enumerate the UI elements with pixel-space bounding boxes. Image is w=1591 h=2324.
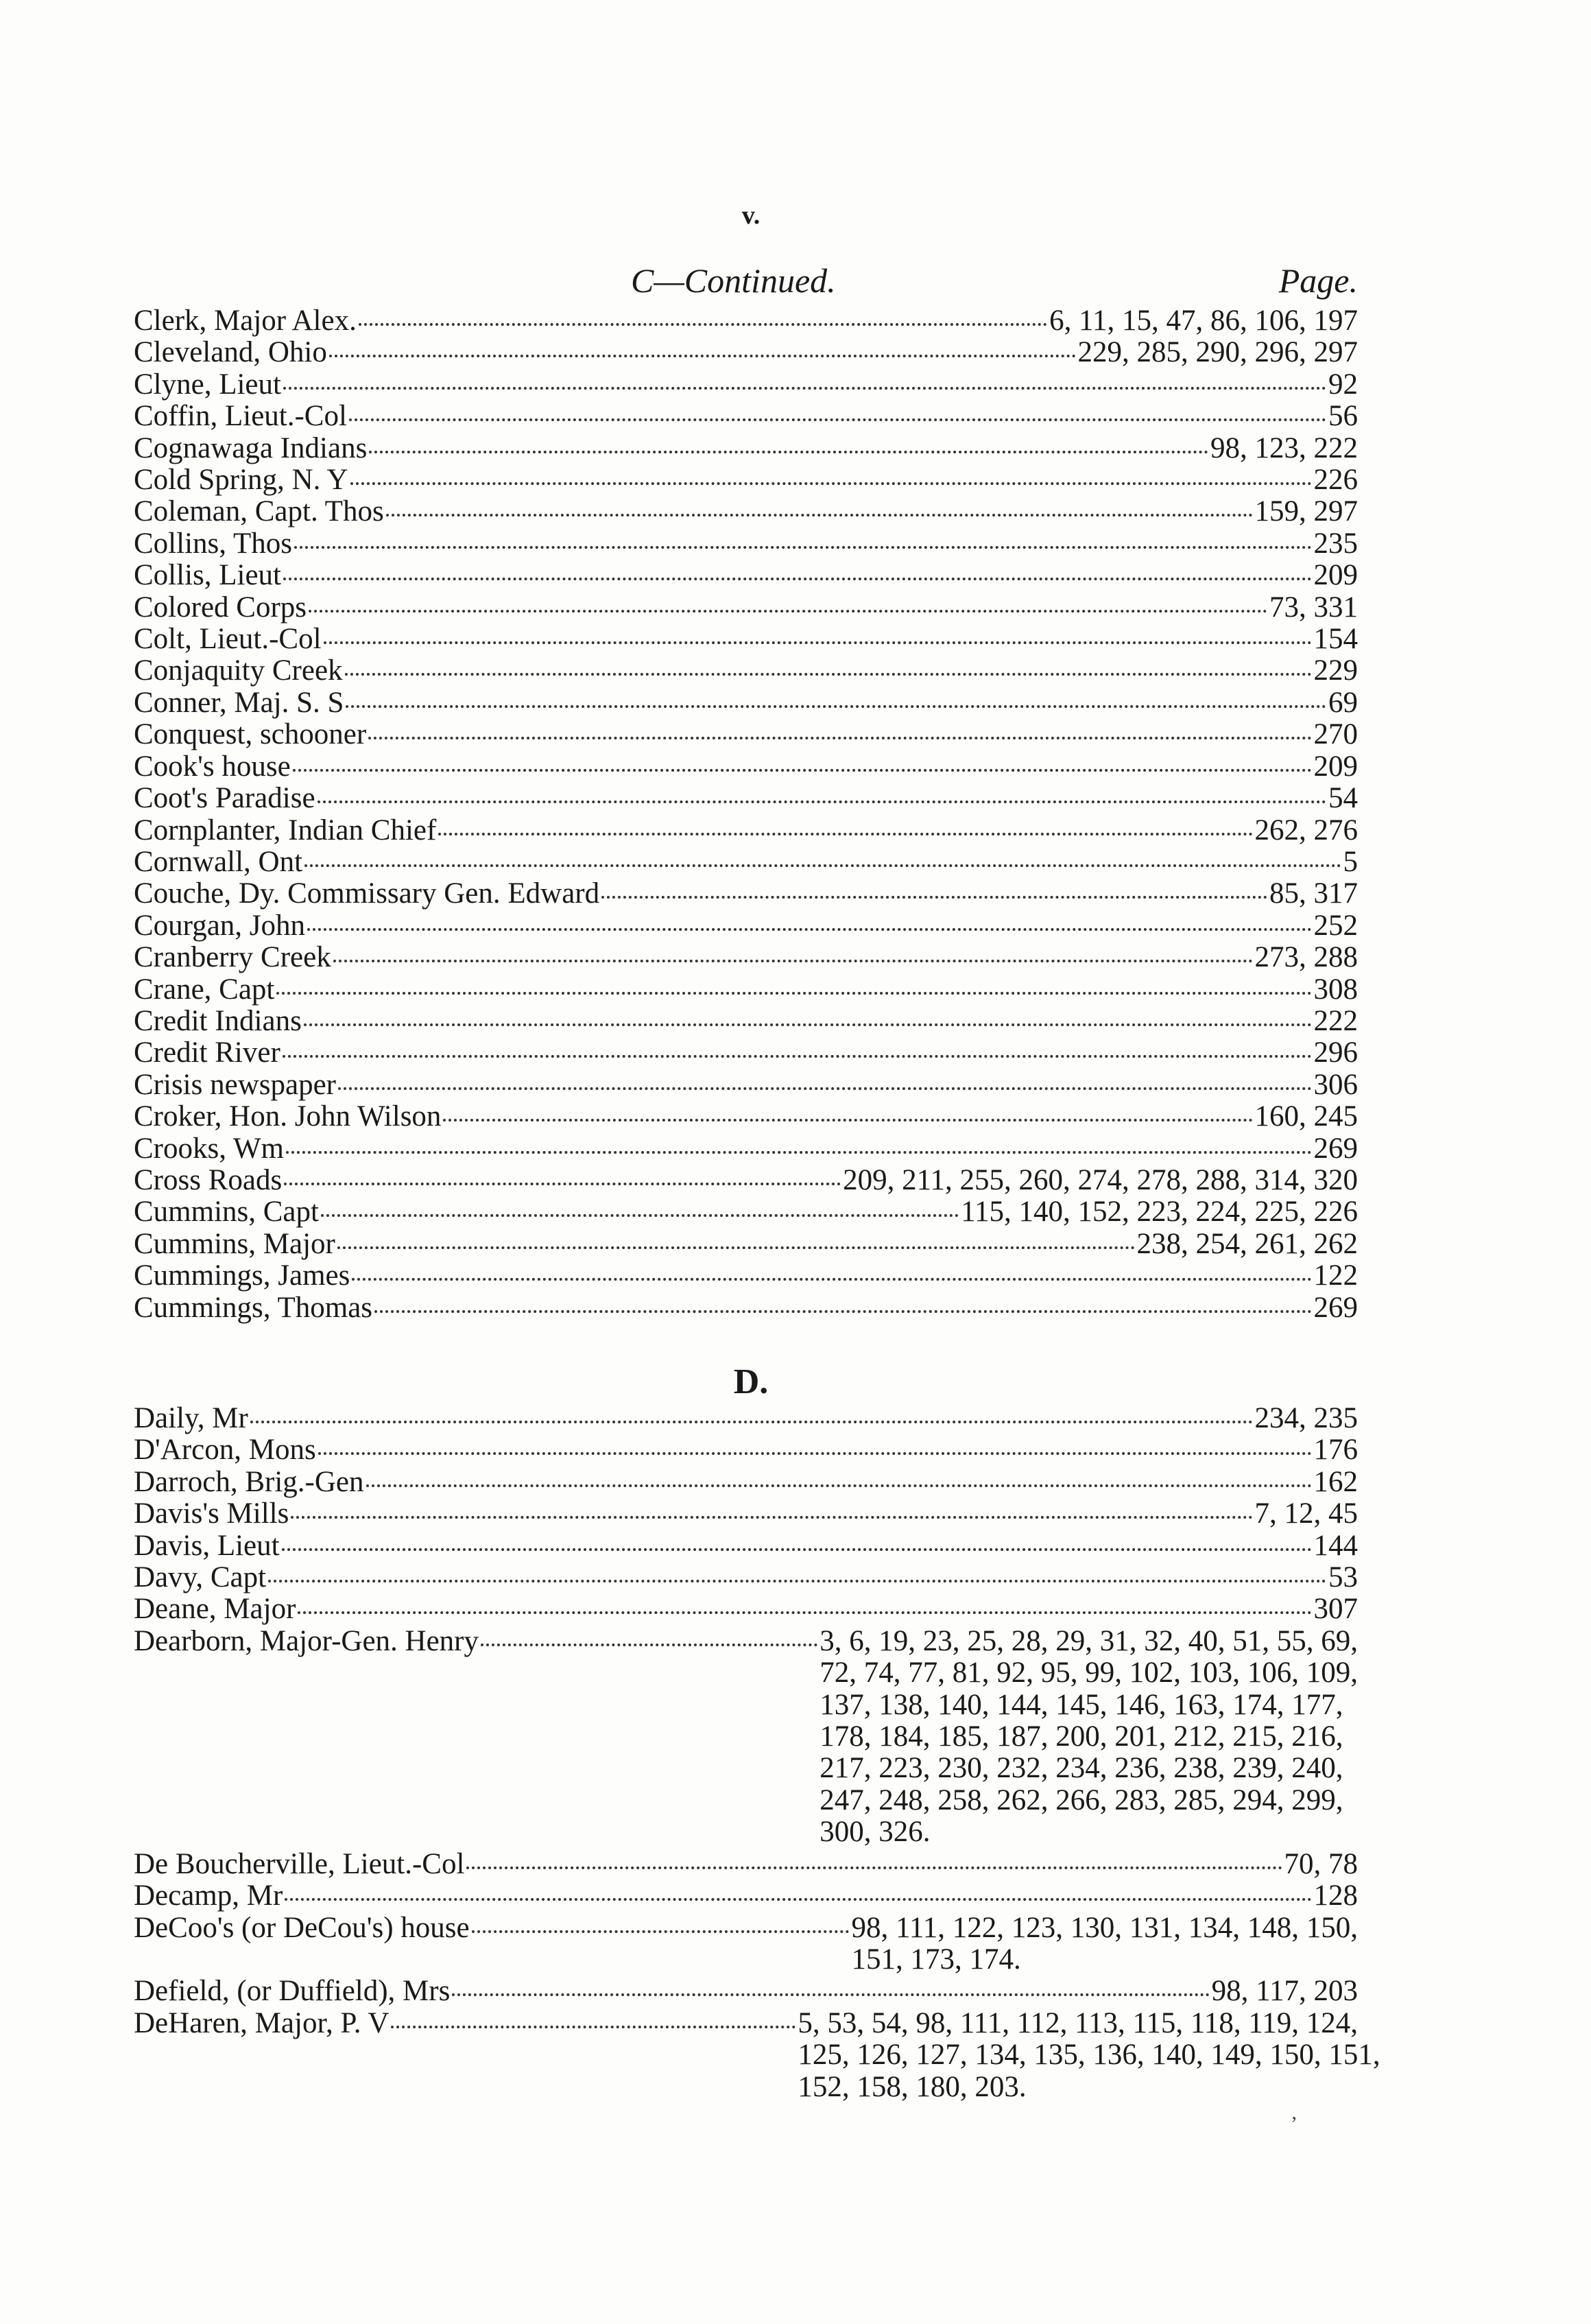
- leader-dots: [321, 1214, 959, 1217]
- entry-pages: 122: [1313, 1259, 1358, 1292]
- index-entry: [134, 1562, 1358, 1593]
- entry-pages: 306: [1313, 1068, 1358, 1101]
- index-entry: [134, 1403, 1358, 1434]
- leader-dots: [333, 960, 1253, 962]
- index-entry: [134, 1006, 1358, 1037]
- entry-pages: 308: [1313, 973, 1358, 1006]
- index-entry: [134, 1976, 1358, 2007]
- leader-dots: [293, 769, 1312, 772]
- leader-dots: [337, 1246, 1135, 1249]
- entry-pages: 115, 140, 152, 223, 224, 225, 226: [961, 1196, 1358, 1229]
- entry-pages-continuation: 151, 173, 174.: [851, 1943, 1021, 1976]
- entry-pages: 69: [1328, 686, 1358, 719]
- entry-pages-continuation: 125, 126, 127, 134, 135, 136, 140, 149, 150, 151,: [798, 2039, 1380, 2072]
- entry-pages: 229: [1313, 654, 1358, 687]
- entry-pages: 235: [1313, 527, 1358, 560]
- leader-dots: [350, 482, 1312, 485]
- entry-name: Crisis newspaper: [134, 1068, 336, 1101]
- leader-dots: [346, 705, 1326, 708]
- entry-name: Coot's Paradise: [134, 782, 315, 815]
- entry-name: Daily, Mr: [134, 1402, 248, 1434]
- entry-pages-continuation: 137, 138, 140, 144, 145, 146, 163, 174, 177,: [820, 1688, 1343, 1721]
- entry-name: Crane, Capt: [134, 973, 275, 1006]
- leader-dots: [283, 578, 1312, 580]
- page-column-label: Page.: [1278, 261, 1358, 300]
- margin-mark: ʼ: [1291, 2113, 1297, 2135]
- entry-pages: 6, 11, 15, 47, 86, 106, 197: [1049, 305, 1358, 337]
- index-entry: [134, 1880, 1358, 1912]
- entry-pages: 269: [1313, 1132, 1358, 1165]
- entry-pages-continuation: 72, 74, 77, 81, 92, 95, 99, 102, 103, 106, 109,: [820, 1657, 1358, 1689]
- entry-pages: 98, 111, 122, 123, 130, 131, 134, 148, 150,: [851, 1911, 1358, 1944]
- entry-pages: 54: [1328, 782, 1358, 815]
- entry-name: Davis's Mills: [134, 1497, 289, 1530]
- leader-dots: [283, 387, 1326, 390]
- leader-dots: [352, 1278, 1311, 1281]
- entry-pages: 98, 117, 203: [1211, 1975, 1358, 2008]
- entry-pages: 229, 285, 290, 296, 297: [1077, 336, 1358, 369]
- index-entry: [134, 1593, 1358, 1625]
- entry-name: Deane, Major: [134, 1593, 296, 1626]
- entry-pages: 160, 245: [1254, 1100, 1358, 1133]
- section-c-header: [134, 261, 1358, 302]
- leader-dots: [345, 673, 1312, 676]
- entry-pages-continuation: 247, 248, 258, 262, 266, 283, 285, 294, 299,: [820, 1783, 1343, 1816]
- entry-name: Defield, (or Duffield), Mrs: [134, 1975, 451, 2008]
- entry-pages: 3, 6, 19, 23, 25, 28, 29, 31, 32, 40, 51, 55, 69,: [820, 1624, 1358, 1657]
- leader-dots: [349, 418, 1326, 421]
- index-entry: [134, 815, 1358, 846]
- entry-pages: 53: [1328, 1561, 1358, 1594]
- entry-pages: 273, 288: [1254, 941, 1358, 974]
- index-entry: [134, 1260, 1358, 1292]
- entry-name: Cook's house: [134, 750, 291, 783]
- leader-dots: [324, 641, 1312, 644]
- entry-pages: 70, 78: [1284, 1847, 1358, 1880]
- index-entry: [134, 942, 1358, 973]
- entry-name: Decamp, Mr: [134, 1880, 283, 1912]
- entry-name: Coleman, Capt. Thos: [134, 495, 384, 528]
- entry-pages: 269: [1313, 1291, 1358, 1324]
- leader-dots: [285, 1898, 1311, 1901]
- entry-pages: 234, 235: [1254, 1402, 1358, 1434]
- entry-name: Cummings, Thomas: [134, 1291, 373, 1324]
- entry-pages: 270: [1313, 718, 1358, 751]
- entry-pages: 159, 297: [1254, 495, 1358, 528]
- entry-name: Colt, Lieut.-Col: [134, 623, 322, 656]
- leader-dots: [366, 1484, 1312, 1487]
- entry-pages: 128: [1313, 1880, 1358, 1912]
- leader-dots: [250, 1421, 1253, 1423]
- entry-pages: 209, 211, 255, 260, 274, 278, 288, 314, 320: [843, 1163, 1358, 1196]
- entry-name: Cummings, James: [134, 1259, 350, 1292]
- index-entry: [134, 910, 1358, 942]
- entry-pages: 296: [1313, 1036, 1358, 1069]
- entry-name: Conquest, schooner: [134, 718, 367, 751]
- index-entry: [134, 1165, 1358, 1196]
- leader-dots: [268, 1580, 1326, 1582]
- entry-name: Cleveland, Ohio: [134, 336, 327, 369]
- leader-dots: [359, 323, 1047, 326]
- entry-pages: 176: [1313, 1434, 1358, 1467]
- leader-dots: [601, 896, 1267, 899]
- entry-name: Cognawaga Indians: [134, 431, 368, 464]
- entry-pages: 98, 123, 222: [1210, 431, 1358, 464]
- entry-pages: 73, 331: [1269, 591, 1358, 624]
- entry-name: Clerk, Major Alex.: [134, 305, 357, 337]
- leader-dots: [294, 546, 1312, 549]
- entry-name: Cummins, Major: [134, 1227, 335, 1260]
- leader-dots: [443, 1119, 1252, 1122]
- entry-name: Crooks, Wm: [134, 1132, 284, 1165]
- index-entry: [134, 1498, 1358, 1530]
- entry-name: Coffin, Lieut.-Col: [134, 400, 347, 433]
- entry-name: Cranberry Creek: [134, 941, 331, 974]
- index-entry: [134, 1467, 1358, 1498]
- index-entry: [134, 1849, 1358, 1880]
- entry-name: Colored Corps: [134, 591, 307, 624]
- section-d-letter: D.: [733, 1362, 769, 1401]
- entry-name: Cold Spring, N. Y: [134, 464, 348, 497]
- index-entry: [134, 1069, 1358, 1101]
- leader-dots: [466, 1866, 1282, 1869]
- entry-name: Davis, Lieut: [134, 1529, 280, 1562]
- leader-dots: [309, 610, 1267, 613]
- page-number: v.: [741, 201, 761, 230]
- index-entry: [134, 464, 1358, 496]
- entry-pages-continuation: 300, 326.: [820, 1816, 931, 1849]
- index-entry: [134, 1037, 1358, 1069]
- index-entry: [134, 369, 1358, 401]
- index-entry: [134, 560, 1358, 591]
- entry-pages: 56: [1328, 400, 1358, 433]
- leader-dots: [307, 928, 1311, 931]
- index-entry: [134, 1133, 1358, 1165]
- leader-dots: [452, 1993, 1209, 1996]
- index-entry: [134, 337, 1358, 368]
- entry-name: Credit River: [134, 1036, 280, 1069]
- index-entry: [134, 878, 1358, 910]
- entry-pages-continuation: 152, 158, 180, 203.: [798, 2070, 1027, 2103]
- leader-dots: [291, 1516, 1252, 1519]
- entry-pages: 92: [1328, 368, 1358, 401]
- leader-dots: [438, 833, 1252, 835]
- entry-pages: 5: [1343, 845, 1358, 878]
- entry-name: Collins, Thos: [134, 527, 292, 560]
- index-entry: [134, 592, 1358, 624]
- entry-name: Courgan, John: [134, 909, 306, 942]
- index-entry: [134, 624, 1358, 655]
- leader-dots: [286, 1151, 1312, 1154]
- leader-dots: [298, 1611, 1311, 1614]
- entry-name: Conjaquity Creek: [134, 654, 343, 687]
- index-entry: [134, 1292, 1358, 1324]
- leader-dots: [391, 2026, 796, 2028]
- index-entry: [134, 1626, 1358, 1657]
- leader-dots: [304, 1023, 1312, 1026]
- entry-pages: 85, 317: [1269, 877, 1358, 910]
- leader-dots: [386, 514, 1253, 517]
- leader-dots: [304, 864, 1341, 867]
- entry-name: Croker, Hon. John Wilson: [134, 1100, 442, 1133]
- entry-pages: 154: [1313, 623, 1358, 656]
- entry-name: Conner, Maj. S. S: [134, 686, 344, 719]
- leader-dots: [472, 1930, 850, 1933]
- leader-dots: [318, 1452, 1312, 1455]
- index-entry: [134, 974, 1358, 1006]
- index-entry: [134, 751, 1358, 783]
- index-entry: [134, 401, 1358, 432]
- entry-name: Clyne, Lieut: [134, 368, 281, 401]
- entry-name: De Boucherville, Lieut.-Col: [134, 1847, 465, 1880]
- leader-dots: [318, 801, 1326, 803]
- entry-name: Credit Indians: [134, 1004, 302, 1037]
- index-entry: [134, 783, 1358, 814]
- entry-pages: 226: [1313, 464, 1358, 497]
- entry-name: D'Arcon, Mons: [134, 1434, 316, 1467]
- leader-dots: [369, 451, 1208, 453]
- entry-pages-continuation: 217, 223, 230, 232, 234, 236, 238, 239, 240,: [820, 1752, 1343, 1785]
- leader-dots: [338, 1087, 1312, 1090]
- index-entry: [134, 719, 1358, 750]
- entry-name: DeHaren, Major, P. V: [134, 2006, 390, 2039]
- index-entry: [134, 496, 1358, 527]
- index-section-c: [134, 305, 1358, 1324]
- index-entry: [134, 1912, 1358, 1944]
- index-entry: [134, 687, 1358, 719]
- leader-dots: [283, 1055, 1312, 1058]
- entry-name: Davy, Capt: [134, 1561, 267, 1594]
- leader-dots: [276, 992, 1311, 995]
- leader-dots: [481, 1644, 817, 1646]
- entry-pages: 7, 12, 45: [1254, 1497, 1358, 1530]
- entry-pages: 252: [1313, 909, 1358, 942]
- entry-pages: 209: [1313, 750, 1358, 783]
- leader-dots: [374, 1310, 1311, 1313]
- entry-name: DeCoo's (or DeCou's) house: [134, 1911, 470, 1944]
- index-entry: [134, 1229, 1358, 1260]
- index-section-d: [134, 1402, 1380, 2103]
- entry-name: Cornplanter, Indian Chief: [134, 814, 437, 846]
- entry-pages: 162: [1313, 1465, 1358, 1498]
- entry-name: Dearborn, Major-Gen. Henry: [134, 1624, 479, 1657]
- index-entry: [134, 1530, 1358, 1562]
- index-entry: [134, 1434, 1358, 1466]
- index-entry: [134, 305, 1358, 337]
- entry-pages: 222: [1313, 1004, 1358, 1037]
- leader-dots: [282, 1548, 1312, 1551]
- entry-name: Cummins, Capt: [134, 1196, 319, 1229]
- index-entry: [134, 528, 1358, 560]
- leader-dots: [368, 737, 1311, 739]
- entry-name: Cross Roads: [134, 1163, 283, 1196]
- entry-name: Collis, Lieut: [134, 559, 281, 592]
- entry-name: Cornwall, Ont: [134, 845, 303, 878]
- leader-dots: [284, 1183, 841, 1185]
- index-entry: [134, 1196, 1358, 1228]
- entry-pages: 5, 53, 54, 98, 111, 112, 113, 115, 118, 119, 124,: [798, 2006, 1358, 2039]
- entry-pages: 144: [1313, 1529, 1358, 1562]
- entry-name: Darroch, Brig.-Gen: [134, 1465, 364, 1498]
- index-entry: [134, 2008, 1358, 2039]
- index-entry: [134, 846, 1358, 878]
- entry-name: Couche, Dy. Commissary Gen. Edward: [134, 877, 600, 910]
- entry-pages: 307: [1313, 1593, 1358, 1626]
- entry-pages: 262, 276: [1254, 814, 1358, 846]
- entry-pages: 209: [1313, 559, 1358, 592]
- index-entry: [134, 655, 1358, 687]
- entry-pages-continuation: 178, 184, 185, 187, 200, 201, 212, 215, 216,: [820, 1720, 1343, 1753]
- section-c-continued-label: C—Continued.: [631, 261, 836, 300]
- index-entry: [134, 433, 1358, 464]
- entry-pages: 238, 254, 261, 262: [1136, 1227, 1358, 1260]
- leader-dots: [329, 355, 1076, 357]
- index-entry: [134, 1101, 1358, 1133]
